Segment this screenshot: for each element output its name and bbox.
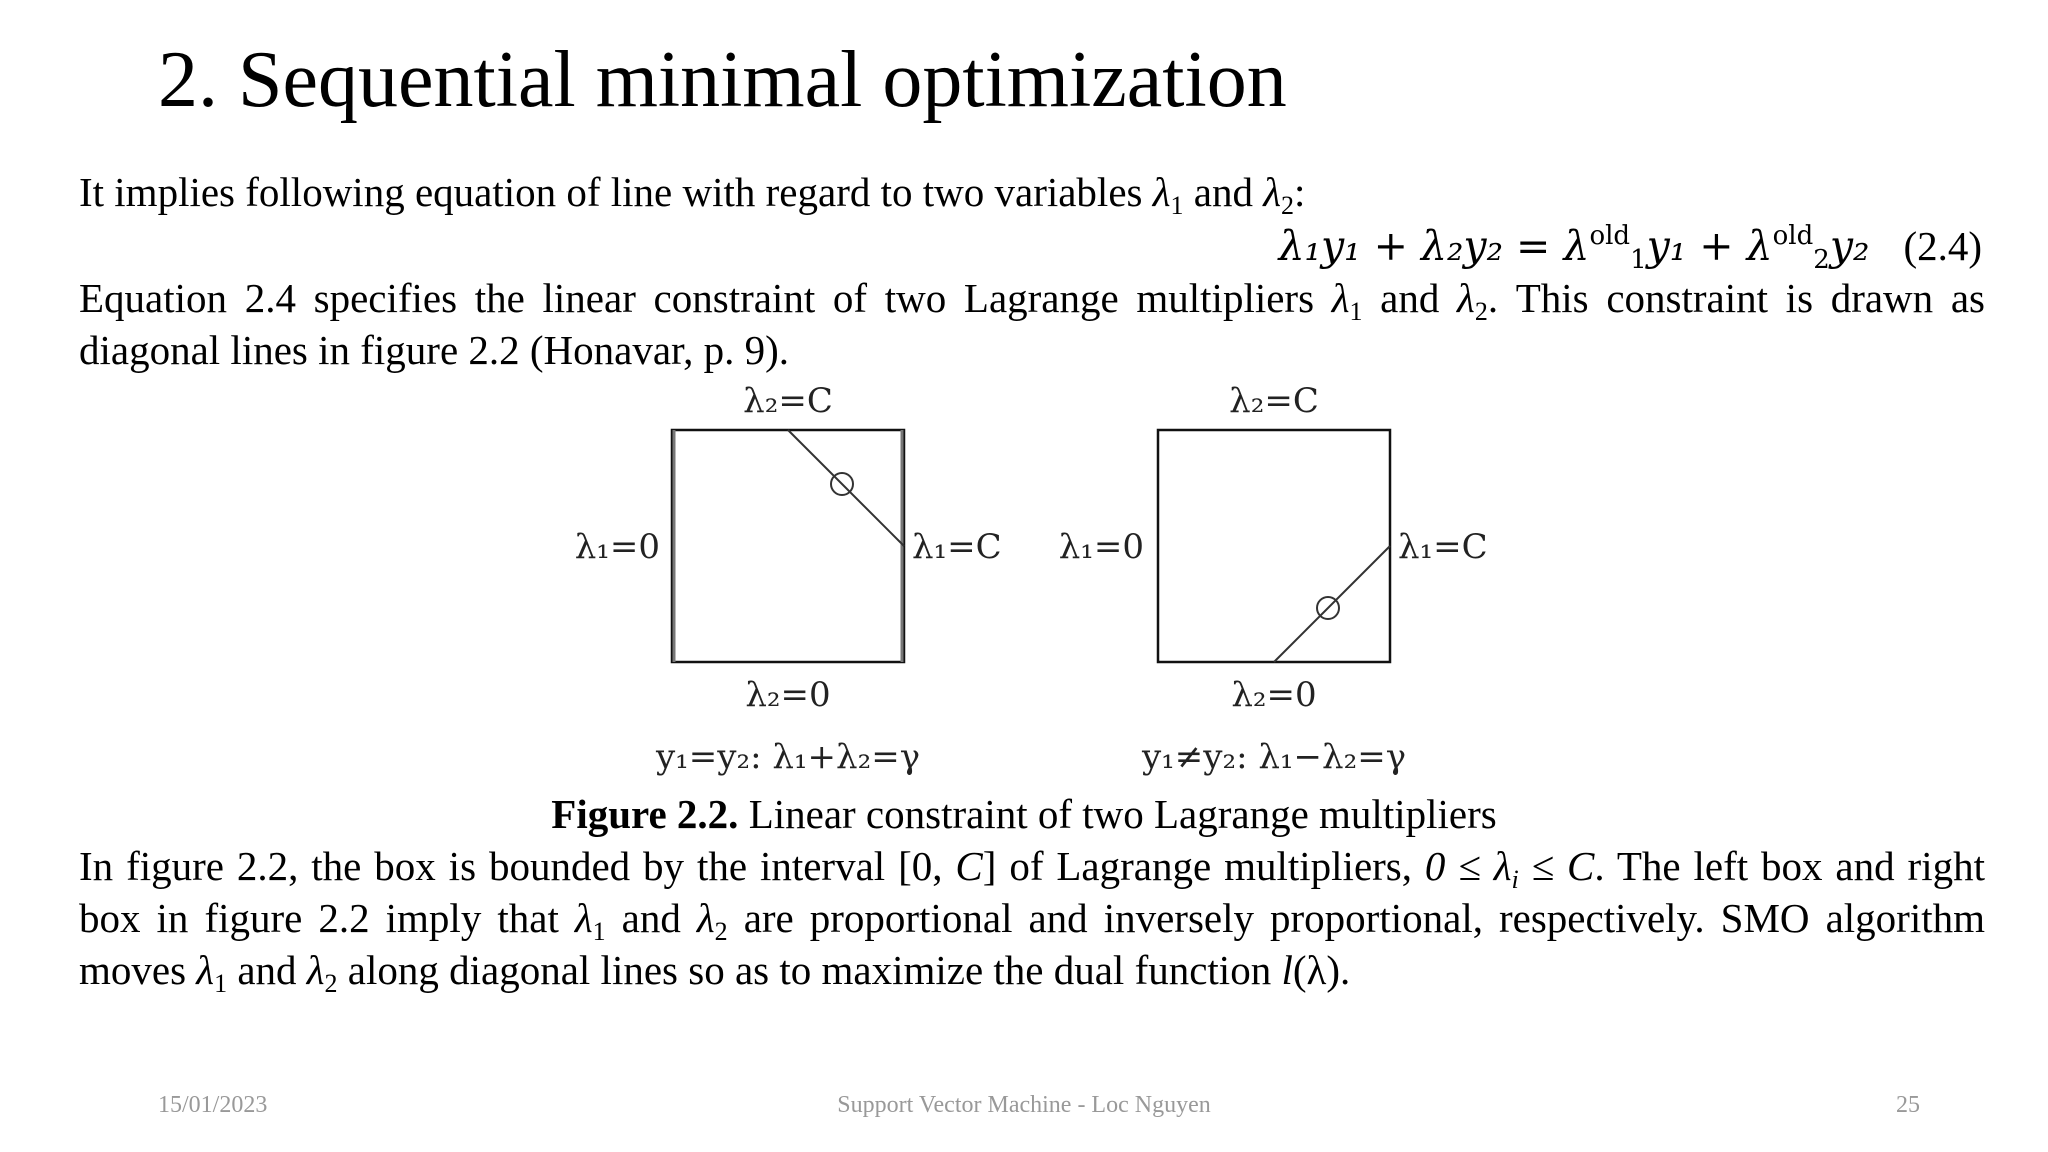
subscript-2: 2 <box>1474 297 1488 326</box>
figure-2-2 <box>560 370 1520 790</box>
lambda-symbol: λ <box>1457 275 1475 321</box>
footer-page-number: 25 <box>1896 1092 1920 1118</box>
equation-end: y₂ <box>1829 222 1870 270</box>
explanation-end: . <box>1340 947 1351 993</box>
equation-sub: 2 <box>1813 245 1830 275</box>
intro-text: It implies following equation of line with regard to two variables <box>79 169 1153 215</box>
left-box <box>672 430 904 662</box>
equation-sub: 1 <box>1630 245 1647 275</box>
subscript-2: 2 <box>1280 191 1294 220</box>
paragraph-explanation <box>79 840 1985 996</box>
left-top-label: λ₂=C <box>743 381 833 421</box>
and-text: and <box>1362 275 1458 321</box>
left-bottom-label: λ₂=0 <box>745 675 831 715</box>
figure-diagram <box>560 370 1520 790</box>
equation-2-4 <box>1278 220 1982 275</box>
colon-text: : <box>1293 169 1306 215</box>
subscript-2: 2 <box>714 917 728 946</box>
right-relation-label: y₁≠y₂: λ₁−λ₂=γ <box>1141 737 1407 777</box>
function-arg: (λ) <box>1292 947 1341 993</box>
right-right-label: λ₁=C <box>1398 527 1488 567</box>
right-bottom-label: λ₂=0 <box>1231 675 1317 715</box>
right-box <box>1158 430 1390 662</box>
left-right-label: λ₁=C <box>912 527 1002 567</box>
equation-lambda: λ <box>1563 222 1590 270</box>
lambda-symbol: λ <box>696 895 715 941</box>
subscript-1: 1 <box>214 969 228 998</box>
right-diagonal-line <box>1274 546 1390 662</box>
equation-sup: old <box>1772 221 1814 251</box>
subscript-i: i <box>1511 865 1519 894</box>
footer-date: 15/01/2023 <box>158 1092 268 1118</box>
lambda-symbol: λ <box>574 895 593 941</box>
constraint-text-after: . This constraint is drawn as diagonal lines in figure 2.2 (Honavar, p. 9). <box>79 275 1985 373</box>
equation-mid: y₁ + <box>1646 222 1747 270</box>
explanation-text: . The left box and right box in figure 2.2 imply that <box>79 843 1985 941</box>
subscript-2: 2 <box>324 969 338 998</box>
equation-number: (2.4) <box>1903 223 1982 269</box>
and-text: and <box>1183 169 1264 215</box>
left-relation-label: y₁=y₂: λ₁+λ₂=γ <box>655 737 921 777</box>
c-symbol: C <box>955 843 983 889</box>
paragraph-constraint <box>79 272 1985 376</box>
lambda-symbol: λ <box>1152 169 1171 215</box>
slide-title: 2. Sequential minimal optimization <box>158 36 1287 124</box>
inequality: 0 ≤ λ <box>1424 843 1512 889</box>
and-text: and <box>227 947 307 993</box>
right-top-label: λ₂=C <box>1229 381 1319 421</box>
caption-text: Linear constraint of two Lagrange multipliers <box>738 791 1497 837</box>
lambda-symbol: λ <box>306 947 325 993</box>
footer-center-text: Support Vector Machine - Loc Nguyen <box>837 1092 1211 1118</box>
constraint-text: Equation 2.4 specifies the linear constraint of two Lagrange multipliers <box>79 275 1332 321</box>
subscript-1: 1 <box>592 917 606 946</box>
lambda-symbol: λ <box>196 947 215 993</box>
equation-lhs: λ₁y₁ + λ₂y₂ = <box>1278 222 1564 270</box>
subscript-1: 1 <box>1349 297 1363 326</box>
lambda-symbol: λ <box>1331 275 1350 321</box>
explanation-text: are proportional and inversely proportional, respectively. SMO algorithm moves <box>79 895 1985 993</box>
figure-caption <box>0 788 2048 840</box>
inequality-end: ≤ C <box>1518 843 1595 889</box>
subscript-1: 1 <box>1170 191 1184 220</box>
lambda-symbol: λ <box>1263 169 1281 215</box>
left-left-label: λ₁=0 <box>574 527 660 567</box>
left-diagonal-line <box>788 430 904 546</box>
explanation-text: ] of Lagrange multipliers, <box>982 843 1425 889</box>
explanation-text: along diagonal lines so as to maximize the dual function <box>337 947 1282 993</box>
right-left-label: λ₁=0 <box>1058 527 1144 567</box>
function-name: l <box>1281 947 1293 993</box>
equation-sup: old <box>1589 221 1631 251</box>
equation-lambda: λ <box>1746 222 1773 270</box>
and-text: and <box>605 895 697 941</box>
paragraph-intro <box>79 166 1985 218</box>
caption-bold: Figure 2.2. <box>551 791 739 837</box>
explanation-text: In figure 2.2, the box is bounded by the interval [0, <box>79 843 956 889</box>
